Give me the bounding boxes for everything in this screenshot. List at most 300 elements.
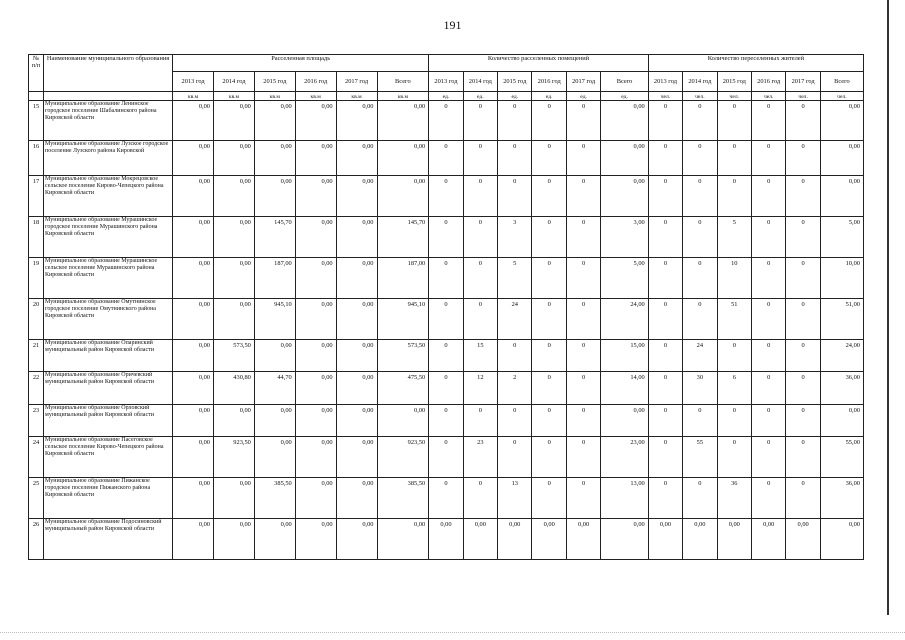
people-value: 0: [683, 176, 717, 217]
row-number: 24: [29, 437, 44, 478]
area-value: 945,10: [254, 299, 295, 340]
rooms-value: 0: [566, 258, 600, 299]
rooms-value: 24: [498, 299, 532, 340]
people-value: 0: [786, 176, 820, 217]
header-year-area: 2013 год: [173, 72, 214, 92]
row-number: 15: [29, 101, 44, 141]
people-value: 0: [717, 176, 751, 217]
table-row: [29, 176, 864, 217]
rooms-value: 13: [498, 478, 532, 519]
row-number: 17: [29, 176, 44, 217]
people-value: 5,00: [820, 217, 863, 258]
header-unit-area: кв.м: [295, 92, 336, 101]
rooms-value: 0: [532, 141, 566, 176]
header-no: № п/п: [29, 55, 44, 92]
header-unit-people: чел.: [683, 92, 717, 101]
header-total-area: Всего: [377, 72, 429, 92]
rooms-value: 0: [566, 141, 600, 176]
area-value: 0,00: [214, 478, 255, 519]
people-value: 0: [786, 437, 820, 478]
rooms-value: 0: [463, 478, 497, 519]
area-value: 0,00: [173, 258, 214, 299]
area-value: 0,00: [295, 101, 336, 141]
municipality-name: Муниципальное образование Лузское городское поселение Лузского района Кировской: [44, 141, 173, 176]
area-value: 0,00: [336, 519, 377, 560]
rooms-value: 0: [463, 101, 497, 141]
rooms-value: 0: [429, 101, 463, 141]
municipality-name: Муниципальное образование Оричевский муниципальный район Кировской области: [44, 372, 173, 405]
area-value: 0,00: [295, 299, 336, 340]
area-value: 0,00: [377, 101, 429, 141]
people-value: 36,00: [820, 478, 863, 519]
table-row: [29, 405, 864, 437]
header-unit-rooms: ед.: [601, 92, 648, 101]
people-value: 0: [648, 141, 682, 176]
rooms-value: 3,00: [601, 217, 648, 258]
table-row: [29, 437, 864, 478]
rooms-value: 0: [498, 405, 532, 437]
people-value: 6: [717, 372, 751, 405]
rooms-value: 0,00: [463, 519, 497, 560]
row-number: 23: [29, 405, 44, 437]
people-value: 0: [752, 258, 786, 299]
rooms-value: 0: [532, 405, 566, 437]
header-year-area: 2014 год: [214, 72, 255, 92]
header-unit-people: чел.: [717, 92, 751, 101]
people-value: 0: [752, 141, 786, 176]
area-value: 0,00: [336, 217, 377, 258]
area-value: 0,00: [254, 340, 295, 372]
header-year-people: 2014 год: [683, 72, 717, 92]
header-year-rooms: 2014 год: [463, 72, 497, 92]
area-value: 945,10: [377, 299, 429, 340]
area-value: 0,00: [336, 478, 377, 519]
header-unit-people: чел.: [648, 92, 682, 101]
rooms-value: 0: [532, 340, 566, 372]
rooms-value: 5,00: [601, 258, 648, 299]
header-year-rooms: 2016 год: [532, 72, 566, 92]
area-value: 0,00: [295, 437, 336, 478]
people-value: 0: [683, 141, 717, 176]
area-value: 145,70: [377, 217, 429, 258]
rooms-value: 0: [532, 372, 566, 405]
page-number: 191: [443, 18, 462, 32]
municipality-name: Муниципальное образование Омутнинское городское поселение Омутнинского района Кировской области: [44, 299, 173, 340]
table-row: [29, 141, 864, 176]
area-value: 0,00: [214, 519, 255, 560]
area-value: 0,00: [173, 340, 214, 372]
rooms-value: 0,00: [601, 176, 648, 217]
rooms-value: 0: [532, 217, 566, 258]
rooms-value: 0: [532, 258, 566, 299]
area-value: 0,00: [214, 405, 255, 437]
people-value: 0: [752, 437, 786, 478]
rooms-value: 0: [498, 340, 532, 372]
table-row: [29, 217, 864, 258]
row-number: 25: [29, 478, 44, 519]
municipality-name: Муниципальное образование Мурашинское городское поселение Мурашинского района Кировской области: [44, 217, 173, 258]
header-name: Наименование муниципального образования: [44, 55, 173, 92]
rooms-value: 0: [429, 437, 463, 478]
area-value: 0,00: [295, 478, 336, 519]
people-value: 55: [683, 437, 717, 478]
area-value: 0,00: [173, 141, 214, 176]
people-value: 0: [717, 405, 751, 437]
people-value: 0: [648, 217, 682, 258]
area-value: 0,00: [173, 217, 214, 258]
people-value: 0: [752, 176, 786, 217]
rooms-value: 12: [463, 372, 497, 405]
rooms-value: 0: [566, 372, 600, 405]
rooms-value: 0: [566, 217, 600, 258]
rooms-value: 0: [566, 437, 600, 478]
rooms-value: 0,00: [566, 519, 600, 560]
municipality-name: Муниципальное образование Мурашинское сельское поселение Мурашинского района Кировской области: [44, 258, 173, 299]
people-value: 0: [752, 405, 786, 437]
header-unit-rooms: ед.: [532, 92, 566, 101]
people-value: 0: [752, 299, 786, 340]
header-unit-rooms: ед.: [429, 92, 463, 101]
people-value: 0: [683, 405, 717, 437]
rooms-value: 0: [463, 299, 497, 340]
table-body: [29, 101, 864, 560]
header-unit-area: кв.м: [336, 92, 377, 101]
people-value: 55,00: [820, 437, 863, 478]
area-value: 0,00: [214, 217, 255, 258]
people-value: 0: [717, 437, 751, 478]
people-value: 30: [683, 372, 717, 405]
people-value: 0,00: [683, 519, 717, 560]
people-value: 0,00: [752, 519, 786, 560]
people-value: 0: [786, 101, 820, 141]
people-value: 24,00: [820, 340, 863, 372]
people-value: 0: [648, 478, 682, 519]
municipality-name: Муниципальное образование Подосиновский муниципальный район Кировской области: [44, 519, 173, 560]
area-value: 0,00: [336, 372, 377, 405]
rooms-value: 0,00: [601, 405, 648, 437]
people-value: 0,00: [648, 519, 682, 560]
header-year-people: 2015 год: [717, 72, 751, 92]
header-total-rooms: Всего: [601, 72, 648, 92]
rooms-value: 24,00: [601, 299, 648, 340]
people-value: 10: [717, 258, 751, 299]
area-value: 0,00: [295, 372, 336, 405]
area-value: 0,00: [173, 478, 214, 519]
scan-artifact-line: [0, 632, 905, 634]
header-unit-people: чел.: [786, 92, 820, 101]
area-value: 187,00: [254, 258, 295, 299]
rooms-value: 13,00: [601, 478, 648, 519]
area-value: 0,00: [173, 299, 214, 340]
people-value: 0: [752, 372, 786, 405]
area-value: 0,00: [377, 405, 429, 437]
rooms-value: 0: [429, 340, 463, 372]
people-value: 0: [648, 437, 682, 478]
row-number: 20: [29, 299, 44, 340]
people-value: 0: [648, 176, 682, 217]
area-value: 0,00: [336, 340, 377, 372]
area-value: 385,50: [254, 478, 295, 519]
header-group-rooms: Количество расселенных помещений: [429, 55, 649, 72]
header-group-area: Расселенная площадь: [173, 55, 429, 72]
area-value: 0,00: [214, 258, 255, 299]
rooms-value: 0: [566, 478, 600, 519]
rooms-value: 2: [498, 372, 532, 405]
header-unit-rooms: ед.: [498, 92, 532, 101]
area-value: 0,00: [214, 299, 255, 340]
row-number: 16: [29, 141, 44, 176]
header-unit-rooms: ед.: [463, 92, 497, 101]
area-value: 0,00: [295, 258, 336, 299]
people-value: 0: [648, 101, 682, 141]
people-value: 5: [717, 217, 751, 258]
row-number: 22: [29, 372, 44, 405]
area-value: 0,00: [214, 176, 255, 217]
area-value: 0,00: [336, 141, 377, 176]
municipality-name: Муниципальное образование Пижанское городское поселение Пижанского района Кировской области: [44, 478, 173, 519]
table-row: [29, 340, 864, 372]
people-value: 0: [752, 101, 786, 141]
people-value: 0: [752, 340, 786, 372]
header-unit-people: чел.: [752, 92, 786, 101]
header-year-area: 2016 год: [295, 72, 336, 92]
area-value: 0,00: [295, 141, 336, 176]
header-unit-people: чел.: [820, 92, 863, 101]
area-value: 0,00: [377, 176, 429, 217]
rooms-value: 3: [498, 217, 532, 258]
people-value: 0: [648, 372, 682, 405]
people-value: 0,00: [786, 519, 820, 560]
people-value: 0: [752, 217, 786, 258]
table-row: [29, 519, 864, 560]
people-value: 0,00: [820, 519, 863, 560]
area-value: 0,00: [336, 405, 377, 437]
rooms-value: 0: [463, 176, 497, 217]
area-value: 0,00: [214, 141, 255, 176]
area-value: 0,00: [254, 101, 295, 141]
rooms-value: 0,00: [498, 519, 532, 560]
people-value: 0: [648, 258, 682, 299]
rooms-value: 0: [463, 405, 497, 437]
rooms-value: 0: [429, 141, 463, 176]
row-number: 26: [29, 519, 44, 560]
area-value: 573,50: [214, 340, 255, 372]
rooms-value: 0: [429, 405, 463, 437]
header-year-people: 2013 год: [648, 72, 682, 92]
rooms-value: 0: [498, 141, 532, 176]
rooms-value: 0: [429, 258, 463, 299]
rooms-value: 0: [532, 478, 566, 519]
area-value: 923,50: [377, 437, 429, 478]
rooms-value: 23,00: [601, 437, 648, 478]
municipality-name: Муниципальное образование Ленинское городское поселение Шабалинского района Кировской области: [44, 101, 173, 141]
rooms-value: 0: [498, 437, 532, 478]
header-unit-rooms: ед.: [566, 92, 600, 101]
rooms-value: 0: [498, 176, 532, 217]
people-value: 0: [786, 405, 820, 437]
rooms-value: 0,00: [601, 519, 648, 560]
rooms-value: 0: [566, 340, 600, 372]
people-value: 0: [683, 217, 717, 258]
area-value: 0,00: [173, 405, 214, 437]
area-value: 0,00: [254, 176, 295, 217]
people-value: 0: [752, 478, 786, 519]
people-value: 51: [717, 299, 751, 340]
people-value: 51,00: [820, 299, 863, 340]
rooms-value: 0: [566, 405, 600, 437]
people-value: 0: [648, 405, 682, 437]
area-value: 44,70: [254, 372, 295, 405]
header-unit-blank: [44, 92, 173, 101]
rooms-value: 0: [532, 176, 566, 217]
header-units-row: [29, 92, 864, 101]
table-row: [29, 101, 864, 141]
area-value: 0,00: [336, 258, 377, 299]
area-value: 0,00: [336, 101, 377, 141]
people-value: 36,00: [820, 372, 863, 405]
area-value: 0,00: [173, 437, 214, 478]
rooms-value: 0: [566, 299, 600, 340]
rooms-value: 15,00: [601, 340, 648, 372]
header-year-rooms: 2017 год: [566, 72, 600, 92]
area-value: 0,00: [336, 176, 377, 217]
people-value: 0: [786, 299, 820, 340]
rooms-value: 0,00: [601, 141, 648, 176]
table-row: [29, 258, 864, 299]
rooms-value: 0: [463, 141, 497, 176]
area-value: 187,00: [377, 258, 429, 299]
municipality-name: Муниципальное образование Пасеговское сельское поселение Кирово-Чепецкого района Кировской области: [44, 437, 173, 478]
rooms-value: 0: [429, 299, 463, 340]
people-value: 0: [786, 340, 820, 372]
people-value: 0,00: [820, 405, 863, 437]
area-value: 385,50: [377, 478, 429, 519]
people-value: 0: [786, 258, 820, 299]
header-unit-area: кв.м: [377, 92, 429, 101]
people-value: 0,00: [820, 101, 863, 141]
rooms-value: 0,00: [532, 519, 566, 560]
header-unit-area: кв.м: [173, 92, 214, 101]
municipality-name: Муниципальное образование Мокрецовское сельское поселение Кирово-Чепецкого района Кировской области: [44, 176, 173, 217]
area-value: 923,50: [214, 437, 255, 478]
area-value: 0,00: [295, 176, 336, 217]
table-row: [29, 299, 864, 340]
area-value: 0,00: [254, 141, 295, 176]
rooms-value: 0: [463, 258, 497, 299]
area-value: 0,00: [173, 101, 214, 141]
people-value: 10,00: [820, 258, 863, 299]
rooms-value: 0,00: [429, 519, 463, 560]
scan-edge-line: [887, 0, 889, 615]
municipality-name: Муниципальное образование Орловский муниципальный район Кировской области: [44, 405, 173, 437]
people-value: 0: [786, 478, 820, 519]
area-value: 430,80: [214, 372, 255, 405]
people-value: 0: [648, 299, 682, 340]
row-number: 18: [29, 217, 44, 258]
row-number: 19: [29, 258, 44, 299]
area-value: 0,00: [173, 372, 214, 405]
people-value: 0: [717, 141, 751, 176]
area-value: 0,00: [377, 141, 429, 176]
rooms-value: 0: [566, 101, 600, 141]
rooms-value: 0: [566, 176, 600, 217]
header-total-people: Всего: [820, 72, 863, 92]
area-value: 0,00: [377, 519, 429, 560]
people-value: 0: [648, 340, 682, 372]
rooms-value: 0: [532, 299, 566, 340]
rooms-value: 0: [429, 176, 463, 217]
people-value: 0: [717, 340, 751, 372]
area-value: 0,00: [214, 101, 255, 141]
area-value: 573,50: [377, 340, 429, 372]
rooms-value: 0: [532, 437, 566, 478]
rooms-value: 0: [429, 478, 463, 519]
area-value: 0,00: [295, 405, 336, 437]
people-value: 0: [683, 478, 717, 519]
rooms-value: 5: [498, 258, 532, 299]
area-value: 0,00: [254, 437, 295, 478]
rooms-value: 15: [463, 340, 497, 372]
area-value: 0,00: [295, 217, 336, 258]
header-unit-area: кв.м: [214, 92, 255, 101]
people-value: 24: [683, 340, 717, 372]
area-value: 475,50: [377, 372, 429, 405]
header-year-people: 2017 год: [786, 72, 820, 92]
area-value: 0,00: [254, 519, 295, 560]
area-value: 0,00: [295, 519, 336, 560]
people-value: 0: [683, 258, 717, 299]
people-value: 0: [683, 101, 717, 141]
rooms-value: 14,00: [601, 372, 648, 405]
area-value: 0,00: [336, 299, 377, 340]
rooms-value: 0: [429, 217, 463, 258]
area-value: 0,00: [254, 405, 295, 437]
people-value: 0,00: [717, 519, 751, 560]
rooms-value: 0,00: [601, 101, 648, 141]
area-value: 0,00: [173, 176, 214, 217]
people-value: 0,00: [820, 141, 863, 176]
table-row: [29, 478, 864, 519]
rooms-value: 0: [498, 101, 532, 141]
area-value: 0,00: [173, 519, 214, 560]
area-value: 0,00: [336, 437, 377, 478]
resettlement-table: [28, 54, 864, 560]
rooms-value: 0: [429, 372, 463, 405]
area-value: 0,00: [295, 340, 336, 372]
header-unit-blank: [29, 92, 44, 101]
municipality-name: Муниципальное образование Опаринский муниципальный район Кировской области: [44, 340, 173, 372]
header-year-rooms: 2015 год: [498, 72, 532, 92]
area-value: 145,70: [254, 217, 295, 258]
header-year-area: 2017 год: [336, 72, 377, 92]
rooms-value: 23: [463, 437, 497, 478]
people-value: 0: [786, 372, 820, 405]
header-year-area: 2015 год: [254, 72, 295, 92]
people-value: 0,00: [820, 176, 863, 217]
header-unit-area: кв.м: [254, 92, 295, 101]
table-row: [29, 372, 864, 405]
header-year-rooms: 2013 год: [429, 72, 463, 92]
row-number: 21: [29, 340, 44, 372]
people-value: 36: [717, 478, 751, 519]
people-value: 0: [786, 217, 820, 258]
rooms-value: 0: [463, 217, 497, 258]
people-value: 0: [717, 101, 751, 141]
people-value: 0: [683, 299, 717, 340]
header-group-people: Количество переселенных жителей: [648, 55, 863, 72]
people-value: 0: [786, 141, 820, 176]
rooms-value: 0: [532, 101, 566, 141]
